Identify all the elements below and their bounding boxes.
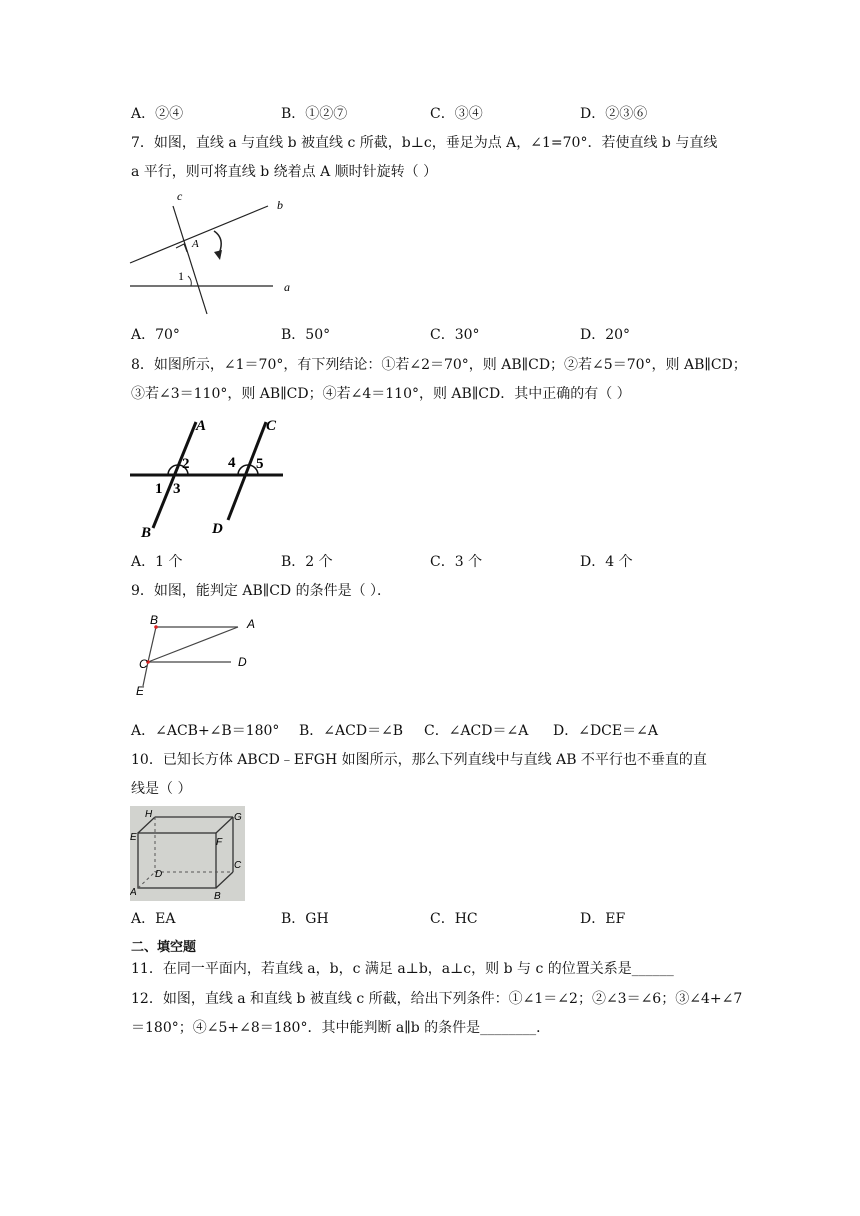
q7-label-c: c [177,189,183,203]
q6-option-c: C．③④ [430,106,483,122]
q7-option-a: A．70° [131,327,180,343]
q12-text-line-2: ＝180°；④∠5+∠8＝180°．其中能判断 a∥b 的条件是________． [131,1020,551,1036]
q8-option-d: D．4 个 [580,554,633,570]
q7-label-point-a: A [192,238,199,250]
q8-figure [128,410,288,545]
q8-label-c: C [266,418,277,434]
q7-text-line-1: 7．如图，直线 a 与直线 b 被直线 c 所截，b⊥c，垂足为点 A，∠1=70°．若使直线 b 与直线 [131,135,718,151]
q10-option-b: B．GH [281,911,329,927]
section-title-fill-in: 二、填空题 [131,940,197,955]
q8-text-line-1: 8．如图所示，∠1＝70°，有下列结论：①若∠2＝70°，则 AB∥CD；②若∠5＝70°，则 AB∥CD； [131,357,747,373]
q6-option-d: D．②③⑥ [580,106,648,122]
q10-option-a: A．EA [131,911,176,927]
q10-text-line-1: 10．已知长方体 ABCD﹣EFGH 如图所示，那么下列直线中与直线 AB 不平行也不垂直的直 [131,752,707,768]
q8-label-4: 4 [228,455,236,471]
q10-label-c: C [234,860,242,871]
q9-text-line-1: 9．如图，能判定 AB∥CD 的条件是（ ）． [131,583,392,599]
q9-option-b: B．∠ACD＝∠B [299,723,404,739]
q7-option-d: D．20° [580,327,631,343]
q11-text-line-1: 11．在同一平面内，若直线 a，b，c 满足 a⊥b，a⊥c，则 b 与 c 的位置关系是______ [131,961,674,977]
q9-label-d: D [238,655,247,669]
q10-label-g: G [234,812,242,823]
q8-option-a: A．1 个 [131,554,183,570]
q7-label-b: b [277,198,283,212]
q10-option-c: C．HC [430,911,478,927]
q7-text-line-2: a 平行，则可将直线 b 绕着点 A 顺时针旋转（ ） [131,164,438,180]
q6-option-a: A．②④ [131,106,184,122]
q6-option-b: B．①②⑦ [281,106,348,122]
q8-label-b: B [141,525,152,541]
q10-option-d: D．EF [580,911,626,927]
q9-option-c: C．∠ACD＝∠A [424,723,529,739]
q7-label-angle-1: 1 [178,269,184,283]
q9-label-a: A [247,617,256,631]
q12-text-line-1: 12．如图，直线 a 和直线 b 被直线 c 所截，给出下列条件：①∠1＝∠2；②∠3＝∠6；③∠4+∠7 [131,991,743,1007]
q7-label-a: a [284,280,290,294]
q10-figure [130,806,245,901]
q8-option-c: C．3 个 [430,554,483,570]
q9-figure [128,606,268,706]
q10-label-h: H [145,809,153,820]
q8-label-3: 3 [173,481,181,497]
q9-label-b: B [150,613,159,627]
q9-label-c: C [139,657,148,671]
q10-label-b: B [214,891,221,901]
q8-label-5: 5 [256,456,264,472]
q10-text-line-2: 线是（ ） [131,781,192,797]
q9-label-e: E [136,684,145,698]
q10-label-f: F [216,837,223,848]
q8-label-1: 1 [155,481,163,497]
q7-option-b: B．50° [281,327,331,343]
q10-label-a: A [130,887,137,898]
q8-option-b: B．2 个 [281,554,333,570]
q10-label-e: E [130,832,137,843]
q10-label-d: D [155,869,163,880]
q7-option-c: C．30° [430,327,480,343]
q8-label-a: A [196,418,207,434]
q9-option-d: D．∠DCE＝∠A [553,723,658,739]
q8-label-2: 2 [182,456,190,472]
q7-figure [128,186,303,316]
q8-text-line-2: ③若∠3＝110°，则 AB∥CD；④若∠4＝110°，则 AB∥CD．其中正确的有（ ） [131,386,631,402]
q8-label-d: D [212,521,223,537]
q9-option-a: A．∠ACB+∠B＝180° [131,723,280,739]
